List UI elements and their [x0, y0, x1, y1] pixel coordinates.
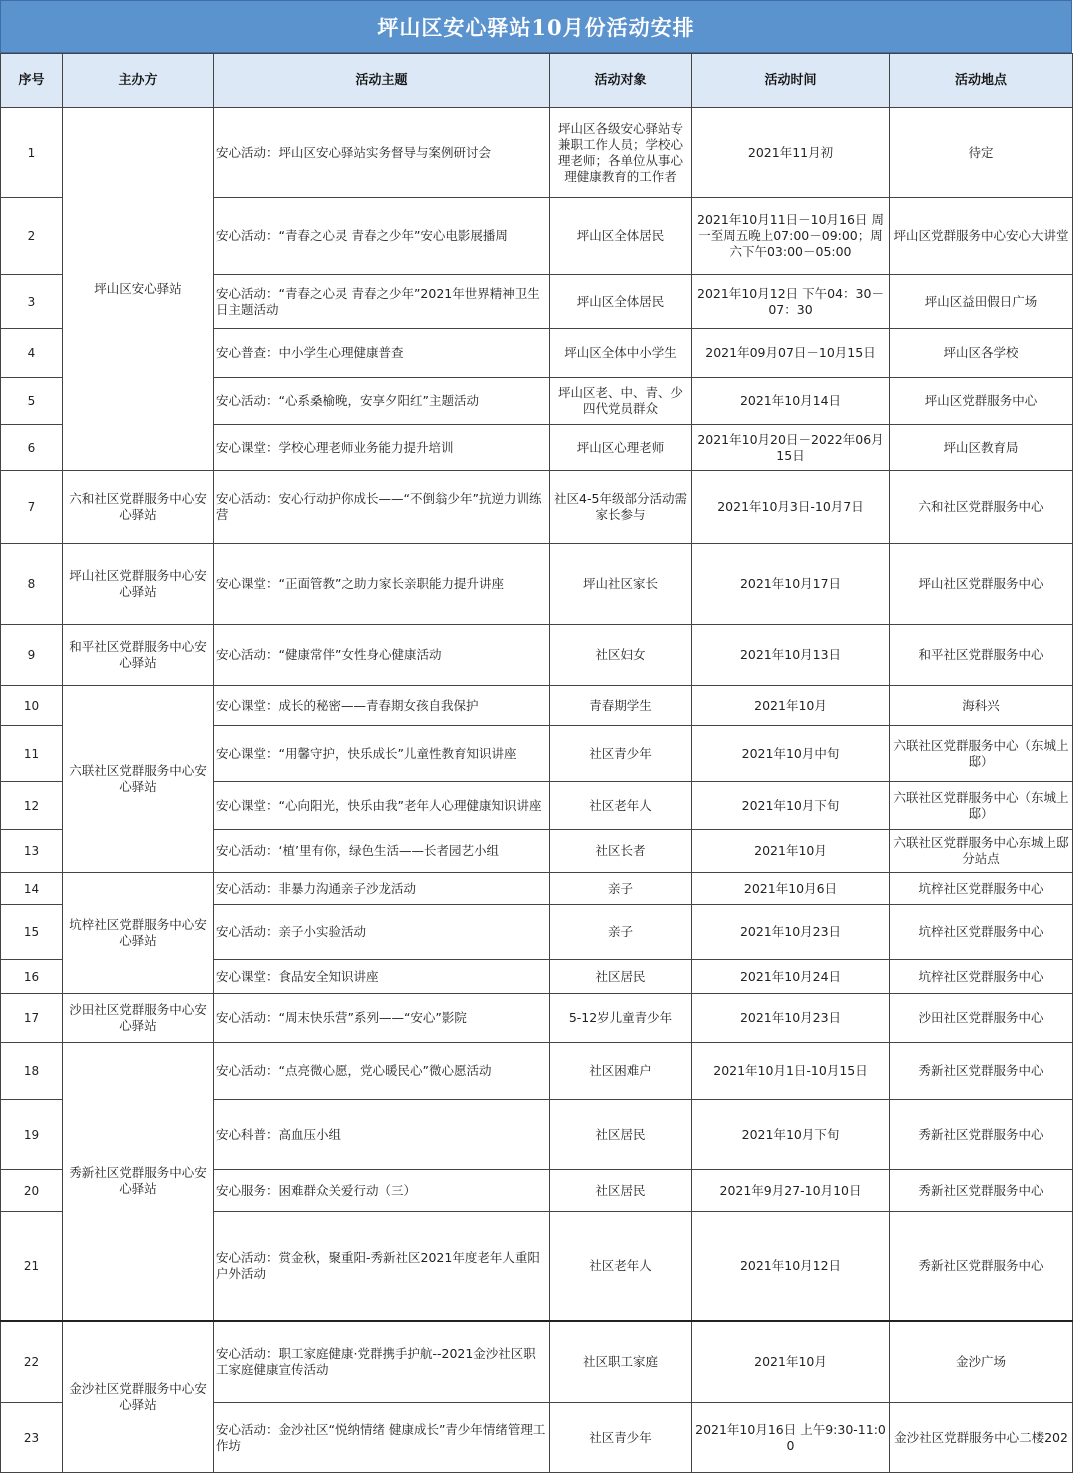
topic-cell: 安心科普：高血压小组 [214, 1100, 550, 1170]
table-row [1, 625, 1073, 686]
target-cell: 坪山社区家长 [550, 544, 692, 625]
time-cell: 2021年10月14日 [692, 378, 890, 425]
row-no: 11 [1, 726, 63, 782]
topic-cell: 安心活动：安心行动护你成长——“不倒翁少年”抗逆力训练营 [214, 471, 550, 544]
organizer-cell: 金沙社区党群服务中心安心驿站 [63, 1321, 214, 1473]
time-cell: 2021年10月 [692, 686, 890, 726]
organizer-cell: 坪山社区党群服务中心安心驿站 [63, 544, 214, 625]
time-cell: 2021年10月下旬 [692, 782, 890, 830]
table-row [1, 686, 1073, 726]
header-place: 活动地点 [890, 54, 1073, 108]
organizer-cell: 坪山区安心驿站 [63, 108, 214, 471]
place-cell: 坑梓社区党群服务中心 [890, 873, 1073, 905]
row-no: 17 [1, 994, 63, 1043]
header-topic: 活动主题 [214, 54, 550, 108]
row-no: 21 [1, 1212, 63, 1321]
organizer-cell: 沙田社区党群服务中心安心驿站 [63, 994, 214, 1043]
target-cell: 社区妇女 [550, 625, 692, 686]
time-cell: 2021年10月1日-10月15日 [692, 1043, 890, 1100]
target-cell: 社区困难户 [550, 1043, 692, 1100]
target-cell: 社区职工家庭 [550, 1321, 692, 1403]
topic-cell: 安心课堂：成长的秘密——青春期女孩自我保护 [214, 686, 550, 726]
place-cell: 坪山区党群服务中心安心大讲堂 [890, 198, 1073, 275]
topic-cell: 安心课堂：“用馨守护，快乐成长”儿童性教育知识讲座 [214, 726, 550, 782]
place-cell: 海科兴 [890, 686, 1073, 726]
topic-cell: 安心课堂：学校心理老师业务能力提升培训 [214, 425, 550, 471]
row-no: 4 [1, 329, 63, 378]
time-cell: 2021年10月11日－10月16日 周一至周五晚上07:00－09:00；周六下午03:00－05:00 [692, 198, 890, 275]
row-no: 9 [1, 625, 63, 686]
target-cell: 坪山区全体中小学生 [550, 329, 692, 378]
row-no: 20 [1, 1170, 63, 1212]
time-cell: 2021年10月6日 [692, 873, 890, 905]
target-cell: 坪山区老、中、青、少四代党员群众 [550, 378, 692, 425]
topic-cell: 安心活动：‘植’里有你，绿色生活——长者园艺小组 [214, 830, 550, 873]
place-cell: 秀新社区党群服务中心 [890, 1043, 1073, 1100]
target-cell: 社区4-5年级部分活动需家长参与 [550, 471, 692, 544]
target-cell: 社区老年人 [550, 1212, 692, 1321]
row-no: 8 [1, 544, 63, 625]
topic-cell: 安心活动：“青春之心灵 青春之少年”安心电影展播周 [214, 198, 550, 275]
row-no: 3 [1, 275, 63, 329]
time-cell: 2021年11月初 [692, 108, 890, 198]
organizer-cell: 坑梓社区党群服务中心安心驿站 [63, 873, 214, 994]
time-cell: 2021年10月12日 [692, 1212, 890, 1321]
table-row [1, 1043, 1073, 1100]
topic-cell: 安心活动：非暴力沟通亲子沙龙活动 [214, 873, 550, 905]
target-cell: 社区青少年 [550, 726, 692, 782]
organizer-cell: 秀新社区党群服务中心安心驿站 [63, 1043, 214, 1321]
target-cell: 社区居民 [550, 1100, 692, 1170]
place-cell: 六联社区党群服务中心（东城上邸） [890, 782, 1073, 830]
topic-cell: 安心课堂：“正面管教”之助力家长亲职能力提升讲座 [214, 544, 550, 625]
place-cell: 金沙广场 [890, 1321, 1073, 1403]
table-row [1, 471, 1073, 544]
target-cell: 坪山区全体居民 [550, 275, 692, 329]
row-no: 10 [1, 686, 63, 726]
place-cell: 和平社区党群服务中心 [890, 625, 1073, 686]
target-cell: 坪山区全体居民 [550, 198, 692, 275]
place-cell: 秀新社区党群服务中心 [890, 1212, 1073, 1321]
target-cell: 坪山区各级安心驿站专兼职工作人员；学校心理老师；各单位从事心理健康教育的工作者 [550, 108, 692, 198]
place-cell: 沙田社区党群服务中心 [890, 994, 1073, 1043]
time-cell: 2021年10月 [692, 1321, 890, 1403]
place-cell: 待定 [890, 108, 1073, 198]
row-no: 6 [1, 425, 63, 471]
place-cell: 坪山区益田假日广场 [890, 275, 1073, 329]
topic-cell: 安心活动：亲子小实验活动 [214, 905, 550, 960]
row-no: 7 [1, 471, 63, 544]
row-no: 2 [1, 198, 63, 275]
place-cell: 金沙社区党群服务中心二楼202 [890, 1403, 1073, 1473]
row-no: 19 [1, 1100, 63, 1170]
topic-cell: 安心活动：“青春之心灵 青春之少年”2021年世界精神卫生日主题活动 [214, 275, 550, 329]
target-cell: 社区居民 [550, 1170, 692, 1212]
place-cell: 秀新社区党群服务中心 [890, 1100, 1073, 1170]
row-no: 12 [1, 782, 63, 830]
topic-cell: 安心活动：坪山区安心驿站实务督导与案例研讨会 [214, 108, 550, 198]
time-cell: 2021年10月20日－2022年06月15日 [692, 425, 890, 471]
row-no: 23 [1, 1403, 63, 1473]
header-target: 活动对象 [550, 54, 692, 108]
time-cell: 2021年10月23日 [692, 994, 890, 1043]
topic-cell: 安心普查：中小学生心理健康普查 [214, 329, 550, 378]
place-cell: 六联社区党群服务中心（东城上邸） [890, 726, 1073, 782]
target-cell: 社区老年人 [550, 782, 692, 830]
topic-cell: 安心活动：“心系桑榆晚，安享夕阳红”主题活动 [214, 378, 550, 425]
target-cell: 社区居民 [550, 960, 692, 994]
place-cell: 坪山区党群服务中心 [890, 378, 1073, 425]
time-cell: 2021年10月17日 [692, 544, 890, 625]
topic-cell: 安心活动：“周末快乐营”系列——“安心”影院 [214, 994, 550, 1043]
row-no: 16 [1, 960, 63, 994]
place-cell: 六联社区党群服务中心东城上邸分站点 [890, 830, 1073, 873]
topic-cell: 安心活动：“点亮微心愿，党心暖民心”微心愿活动 [214, 1043, 550, 1100]
topic-cell: 安心活动：“健康常伴”女性身心健康活动 [214, 625, 550, 686]
target-cell: 亲子 [550, 905, 692, 960]
time-cell: 2021年10月下旬 [692, 1100, 890, 1170]
time-cell: 2021年09月07日－10月15日 [692, 329, 890, 378]
organizer-cell: 六联社区党群服务中心安心驿站 [63, 686, 214, 873]
table-row [1, 1321, 1073, 1403]
time-cell: 2021年10月24日 [692, 960, 890, 994]
target-cell: 社区长者 [550, 830, 692, 873]
table-row [1, 994, 1073, 1043]
row-no: 13 [1, 830, 63, 873]
target-cell: 青春期学生 [550, 686, 692, 726]
row-no: 14 [1, 873, 63, 905]
time-cell: 2021年9月27-10月10日 [692, 1170, 890, 1212]
table-row [1, 544, 1073, 625]
place-cell: 坪山区教育局 [890, 425, 1073, 471]
time-cell: 2021年10月12日 下午04：30－07：30 [692, 275, 890, 329]
target-cell: 社区青少年 [550, 1403, 692, 1473]
place-cell: 六和社区党群服务中心 [890, 471, 1073, 544]
header-row [1, 54, 1073, 108]
table-row [1, 873, 1073, 905]
target-cell: 5-12岁儿童青少年 [550, 994, 692, 1043]
header-organizer: 主办方 [63, 54, 214, 108]
place-cell: 秀新社区党群服务中心 [890, 1170, 1073, 1212]
table-row [1, 108, 1073, 198]
topic-cell: 安心课堂：“心向阳光，快乐由我”老年人心理健康知识讲座 [214, 782, 550, 830]
time-cell: 2021年10月23日 [692, 905, 890, 960]
header-time: 活动时间 [692, 54, 890, 108]
topic-cell: 安心服务：困难群众关爱行动（三） [214, 1170, 550, 1212]
header-no: 序号 [1, 54, 63, 108]
row-no: 15 [1, 905, 63, 960]
target-cell: 坪山区心理老师 [550, 425, 692, 471]
topic-cell: 安心活动：赏金秋，聚重阳-秀新社区2021年度老年人重阳户外活动 [214, 1212, 550, 1321]
place-cell: 坑梓社区党群服务中心 [890, 905, 1073, 960]
activity-table [0, 53, 1073, 1473]
organizer-cell: 和平社区党群服务中心安心驿站 [63, 625, 214, 686]
target-cell: 亲子 [550, 873, 692, 905]
time-cell: 2021年10月 [692, 830, 890, 873]
organizer-cell: 六和社区党群服务中心安心驿站 [63, 471, 214, 544]
time-cell: 2021年10月16日 上午9:30-11:00 [692, 1403, 890, 1473]
row-no: 22 [1, 1321, 63, 1403]
time-cell: 2021年10月中旬 [692, 726, 890, 782]
time-cell: 2021年10月13日 [692, 625, 890, 686]
row-no: 5 [1, 378, 63, 425]
place-cell: 坑梓社区党群服务中心 [890, 960, 1073, 994]
topic-cell: 安心活动：职工家庭健康·党群携手护航--2021金沙社区职工家庭健康宣传活动 [214, 1321, 550, 1403]
topic-cell: 安心活动：金沙社区“悦纳情绪 健康成长”青少年情绪管理工作坊 [214, 1403, 550, 1473]
topic-cell: 安心课堂：食品安全知识讲座 [214, 960, 550, 994]
row-no: 18 [1, 1043, 63, 1100]
place-cell: 坪山社区党群服务中心 [890, 544, 1073, 625]
row-no: 1 [1, 108, 63, 198]
time-cell: 2021年10月3日-10月7日 [692, 471, 890, 544]
sheet-title: 坪山区安心驿站10月份活动安排 [0, 0, 1072, 53]
place-cell: 坪山区各学校 [890, 329, 1073, 378]
